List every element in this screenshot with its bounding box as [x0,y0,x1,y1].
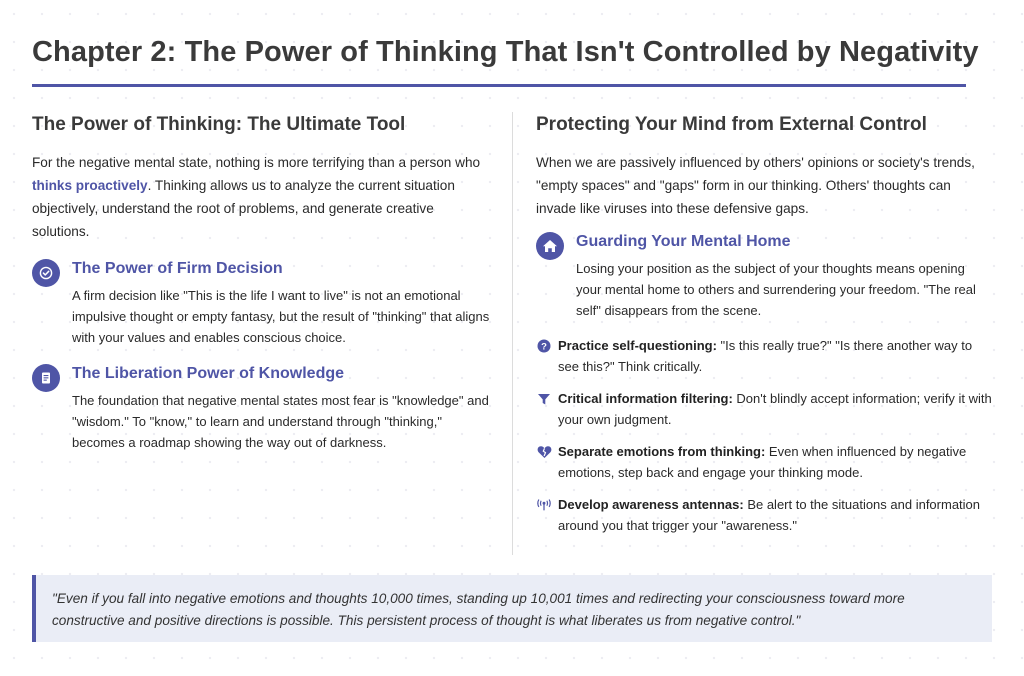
tip-label: Develop awareness antennas: [558,497,744,512]
question-circle-icon [536,338,552,354]
check-circle-icon [32,259,60,287]
title-underline [32,84,966,87]
tip-text: "Is this really true?" "Is there another way to see this?" Think critically. [558,338,973,374]
book-icon [32,364,60,392]
firm-decision-body: A firm decision like "This is the life I want to live" is not an emotional impulsive thought or empty fantasy, but the result of "thinking" that aligns with your values and enables conscious choice. [72,288,490,345]
tip-label: Practice self-questioning: [558,338,717,353]
section-knowledge [32,364,492,453]
column-divider [512,112,513,555]
tips-list [536,335,992,536]
tip-self-questioning [536,335,992,377]
tip-label: Separate emotions from thinking: [558,444,766,459]
tip-text: Don't blindly accept information; verify it with your own judgment. [558,391,992,427]
left-intro-text-2: . Thinking allows us to analyze the current situation objectively, understand the root of problems, and generate creative solutions. [32,178,455,239]
filter-icon [536,391,552,407]
knowledge-title: The Liberation Power of Knowledge [72,365,345,382]
right-column [536,114,992,536]
tip-label: Critical information filtering: [558,391,733,406]
right-intro: When we are passively influenced by others' opinions or society's trends, "empty spaces" and "gaps" form in our thinking. Others' thoughts can invade like viruses into these defensive gaps. [536,155,975,216]
home-icon [536,232,564,260]
highlight-thinks-proactively: thinks proactively [32,178,148,193]
mental-home-title: Guarding Your Mental Home [576,233,791,250]
left-column [32,114,492,453]
tip-awareness-antennas [536,494,992,536]
section-mental-home [536,232,992,321]
heart-broken-icon [536,444,552,460]
tip-separate-emotions [536,441,992,483]
firm-decision-title: The Power of Firm Decision [72,260,283,277]
section-firm-decision [32,259,492,348]
quote-text: "Even if you fall into negative emotions and thoughts 10,000 times, standing up 10,001 times and redirecting your consciousness toward more constructive and positive directions is possible. This persistent process of thought is what liberates us from negative control." [52,591,905,628]
left-heading: The Power of Thinking: The Ultimate Tool [32,114,406,135]
tip-text: Even when influenced by negative emotions, step back and engage your thinking mode. [558,444,967,480]
svg-text:?: ? [541,341,547,353]
closing-quote [32,575,992,642]
tip-text: Be alert to the situations and information around you that trigger your "awareness." [558,497,981,533]
right-heading: Protecting Your Mind from External Control [536,114,927,135]
tip-information-filtering [536,388,992,430]
left-intro [32,151,492,243]
mental-home-body: Losing your position as the subject of your thoughts means opening your mental home to others and surrendering your freedom. "The real self" disappears from the scene. [576,261,976,318]
chapter-title: Chapter 2: The Power of Thinking That Isn't Controlled by Negativity [32,36,979,68]
knowledge-body: The foundation that negative mental states most fear is "knowledge" and "wisdom." To "know," to learn and understand through "thinking," becomes a roadmap showing the way out of darkness. [72,393,489,450]
left-intro-text-1: For the negative mental state, nothing is more terrifying than a person who [32,155,481,170]
antenna-icon [536,497,552,513]
